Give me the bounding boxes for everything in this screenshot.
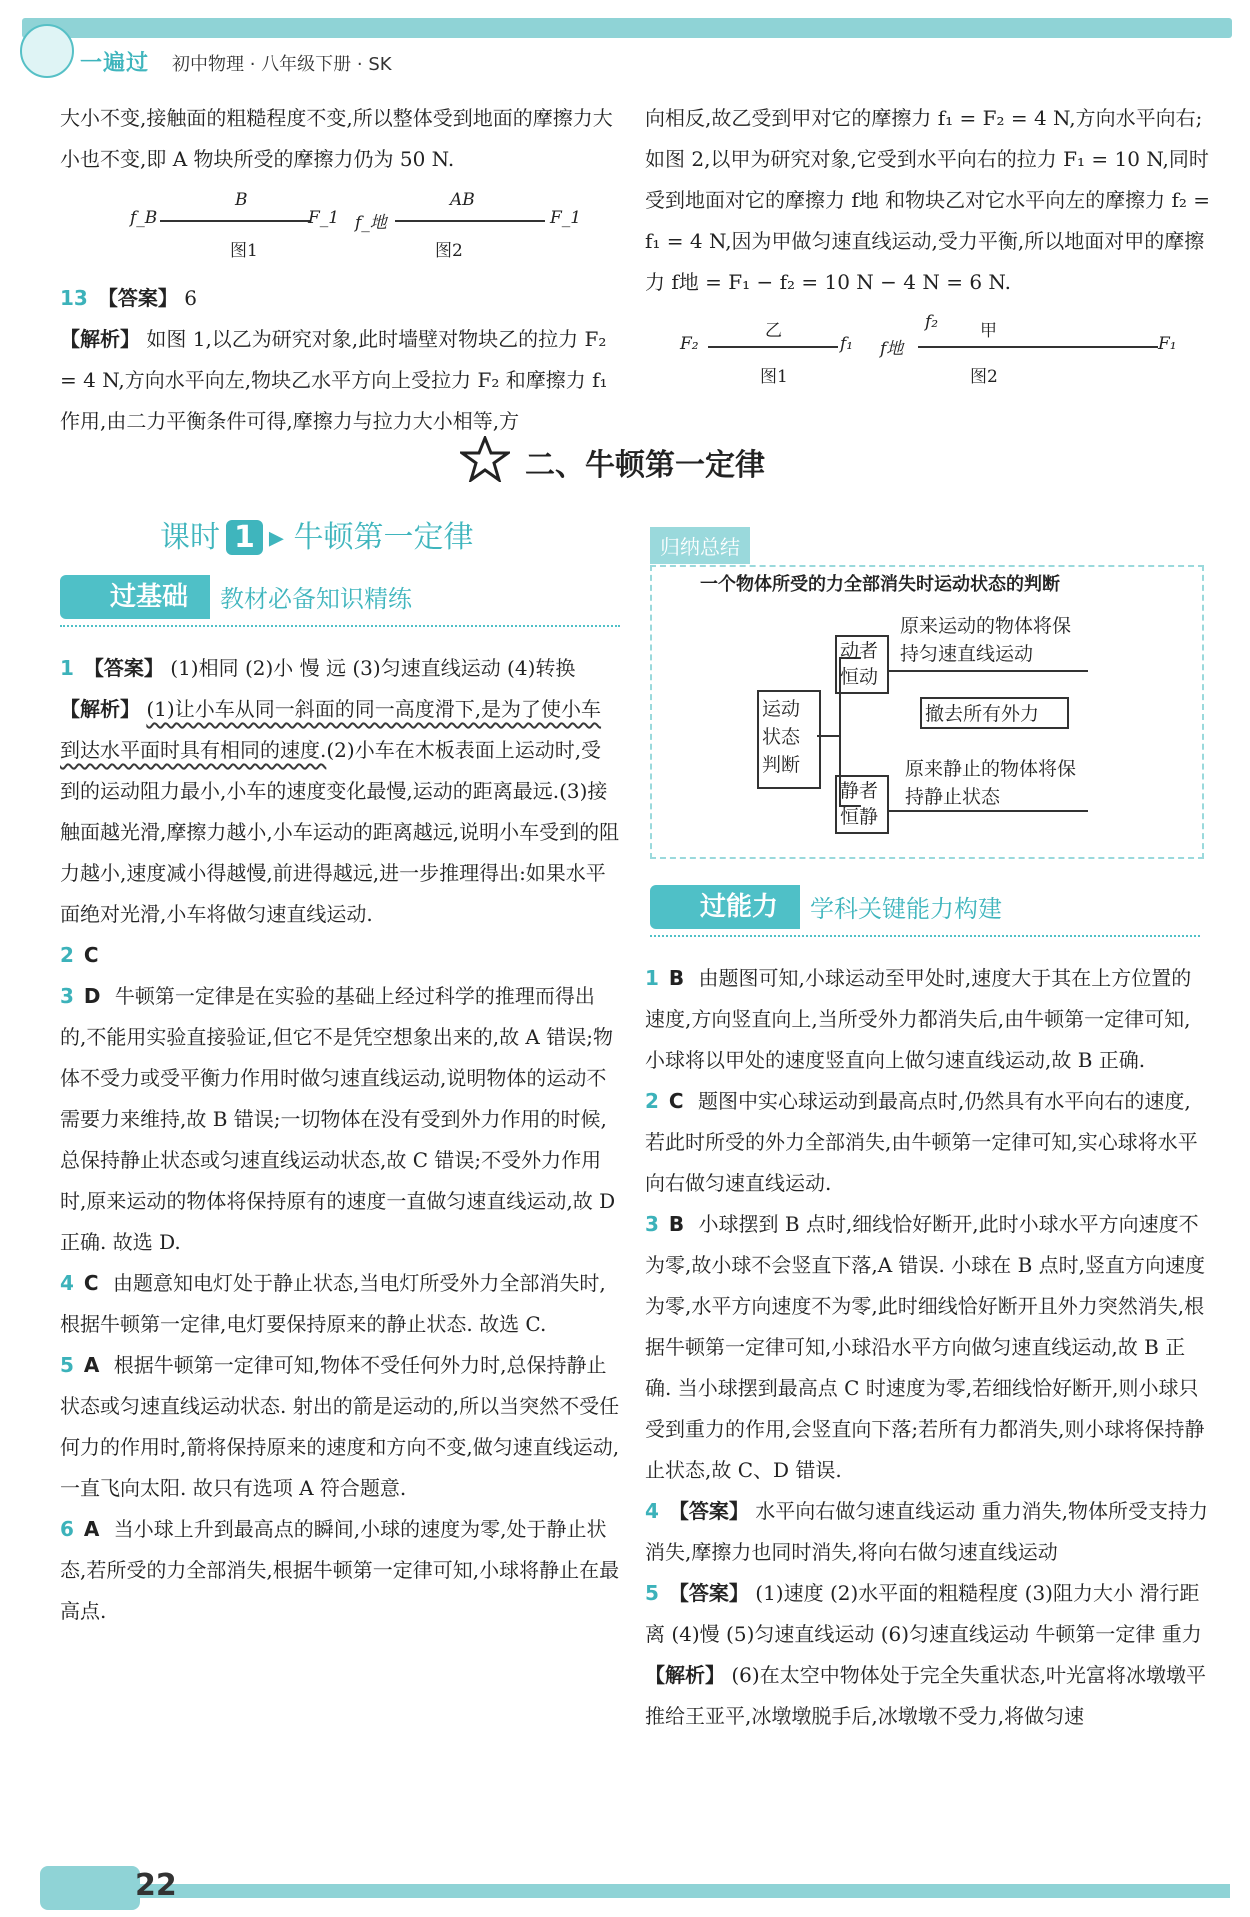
question-number: 1 [645, 966, 659, 990]
answer-value: (1)相同 (2)小 慢 远 (3)匀速直线运动 (4)转换 [170, 656, 576, 680]
right-fig2 [880, 312, 1180, 387]
question-number: 4 [60, 1271, 74, 1295]
mascot-logo-icon [20, 24, 74, 78]
fig-label: B [235, 190, 248, 210]
fig-caption: 图2 [970, 367, 998, 387]
fig-label: f地 [880, 339, 904, 359]
banner-subtitle: 学科关键能力构建 [810, 895, 1002, 923]
question-number: 13 [60, 286, 88, 310]
banner-basics [60, 575, 620, 619]
banner-divider [650, 935, 1200, 939]
left-questions [60, 648, 620, 1632]
analysis-label: 【解析】 [645, 1663, 725, 1687]
question-number: 1 [60, 656, 74, 680]
banner-ability [650, 885, 1210, 929]
ability-question-5 [645, 1573, 1210, 1655]
analysis-text: (6)在太空中物体处于完全失重状态,叶光富将冰墩墩平推给王亚平,冰墩墩脱手后,冰墩墩不受力,将做匀速 [645, 1663, 1207, 1728]
analysis-text: 牛顿第一定律是在实验的基础上经过科学的推理而得出的,不能用实验直接验证,但它不是凭空想象出来的,故 A 错误;物体不受力或受平衡力作用时做匀速直线运动,说明物体的运动不需要力来维持,故 B 错误;一切物体在没有受到外力作用的时候,总保持静止状态或匀速直线运动状态,故 C 错误;不受外力作用时,原来运动的物体将保持原有的速度一直做匀速直线运动,故 D 正确. 故选 D. [60, 984, 616, 1254]
question-13 [60, 278, 620, 442]
answer-value: B [668, 1212, 685, 1236]
chapter-title: 二、牛顿第一定律 [525, 448, 765, 483]
analysis-text: 根据牛顿第一定律可知,物体不受任何外力时,总保持静止状态或匀速直线运动状态. 射出的箭是运动的,所以当突然不受任何力的作用时,箭将保持原来的速度和方向不变,做匀速直线运动,一直飞向太阳. 故只有选项 A 符合题意. [60, 1353, 620, 1500]
fig-caption: 图1 [760, 367, 788, 387]
answer-value: C [668, 1089, 684, 1113]
analysis-text: (2)小车在木板表面上运动时,受到的运动阻力最小,小车的速度变化最慢,运动的距离最远.(3)接触面越光滑,摩擦力越小,小车运动的距离越远,说明小车受到的阻力越小,速度减小得越慢,前进得越远,进一步推理得出:如果水平面绝对光滑,小车将做匀速直线运动. [60, 738, 620, 926]
ability-question-3 [645, 1204, 1210, 1491]
summary-tag: 归纳总结 [650, 527, 750, 564]
fig-label: F₁ [1158, 334, 1177, 354]
analysis-text: 小球摆到 B 点时,细线恰好断开,此时小球水平方向速度不为零,故小球不会竖直下落,A 错误. 小球在 B 点时,竖直方向速度为零,水平方向速度不为零,此时细线恰好断开且外力突然消失,根据牛顿第一定律可知,小球沿水平方向做匀速直线运动,故 B 正确. 当小球摆到最高点 C 时速度为零,若细线恰好断开,则小球只受到重力的作用,会竖直向下落;若所有力都消失,则小球将保持静止状态,故 C、D 错误. [645, 1212, 1205, 1482]
answer-value: 6 [184, 286, 197, 310]
branch-label-move: 动者恒动 [840, 640, 879, 688]
question-number: 4 [645, 1499, 659, 1523]
question-number: 2 [645, 1089, 659, 1113]
left-fig2 [355, 190, 585, 261]
right-top-paragraph: 向相反,故乙受到甲对它的摩擦力 f₁ = F₂ = 4 N,方向水平向右;如图 2,以甲为研究对象,它受到水平向右的拉力 F₁ = 10 N,同时受到地面对它的摩擦力 f地 和物块乙对它水平向左的摩擦力 f₂ = f₁ = 4 N,因为甲做匀速直线运动,受力平衡,所以地面对甲的摩擦力 f地 = F₁ − f₂ = 10 N − 4 N = 6 N. [645, 106, 1211, 294]
answer-value: A [83, 1517, 100, 1541]
brand-name: 一遍过 [80, 51, 150, 76]
answer-value: 水平向右做匀速直线运动 重力消失,物体所受支持力消失,摩擦力也同时消失,将向右做匀速直线运动 [645, 1499, 1208, 1564]
question-2 [60, 935, 620, 976]
analysis-text: 当小球上升到最高点的瞬间,小球的速度为零,处于静止状态,若所受的力全部消失,根据牛顿第一定律可知,小球将静止在最高点. [60, 1517, 620, 1623]
still-result: 原来静止的物体将保持静止状态 [905, 758, 1077, 808]
banner-subtitle: 教材必备知识精练 [220, 585, 412, 613]
fig-label: F₂ [680, 334, 699, 354]
page-number: 22 [135, 1868, 177, 1903]
answer-value: A [83, 1353, 100, 1377]
fig-label: 乙 [765, 321, 782, 341]
lesson-prefix: 课时 [160, 520, 220, 555]
force-arrow-line [708, 346, 838, 348]
header-stripe [22, 18, 1232, 38]
ability-question-2 [645, 1081, 1210, 1204]
lesson-name: 牛顿第一定律 [293, 520, 474, 555]
branch-label-still: 静者恒静 [840, 780, 879, 828]
tree-line [888, 670, 1088, 672]
fig-label: f₂ [925, 312, 939, 332]
question-3 [60, 976, 620, 1263]
analysis-text: (1)让小车从同一斜面的同一高度滑下,是为了使小车到达水平面时具有相同的速度. [60, 697, 602, 762]
analysis-text: 如图 1,以乙为研究对象,此时墙壁对物块乙的拉力 F₂ = 4 N,方向水平向左,物块乙水平方向上受拉力 F₂ 和摩擦力 f₁ 作用,由二力平衡条件可得,摩擦力与拉力大小相等,方 [60, 327, 608, 433]
condition-label: 撤去所有外力 [925, 703, 1040, 725]
fig-label: f_B [130, 208, 158, 228]
question-number: 2 [60, 943, 74, 967]
fig-label: f_地 [355, 213, 387, 233]
answer-value: C [83, 943, 99, 967]
root-node-label: 运动状态判断 [762, 698, 801, 776]
fig-caption: 图2 [435, 241, 463, 261]
answer-value: C [83, 1271, 99, 1295]
analysis-label: 【解析】 [60, 697, 140, 721]
tree-line [817, 735, 839, 737]
analysis-text: 题图中实心球运动到最高点时,仍然具有水平向右的速度,若此时所受的外力全部消失,由牛顿第一定律可知,实心球将水平向右做匀速直线运动. [645, 1089, 1198, 1195]
analysis-label: 【解析】 [60, 327, 140, 351]
force-arrow-line [918, 346, 1158, 348]
fig-label: f₁ [840, 334, 854, 354]
answer-value: (1)速度 (2)水平面的粗糙程度 (3)阻力大小 滑行距离 (4)慢 (5)匀速直线运动 (6)匀速直线运动 牛顿第一定律 重力 [645, 1581, 1202, 1646]
lesson-title: 课时 1 ▸ 牛顿第一定律 [160, 520, 474, 555]
question-5 [60, 1345, 620, 1509]
summary-title: 一个物体所受的力全部消失时运动状态的判断 [700, 574, 1060, 595]
question-number: 5 [60, 1353, 74, 1377]
footer-stripe [60, 1884, 1230, 1898]
answer-value: D [83, 984, 101, 1008]
right-fig1 [680, 316, 860, 387]
question-6 [60, 1509, 620, 1632]
lesson-number: 1 [226, 520, 263, 555]
answer-label: 【答案】 [668, 1499, 749, 1523]
force-arrow-line [395, 220, 545, 222]
answer-label: 【答案】 [97, 286, 178, 310]
banner-label: 过基础 [60, 575, 210, 619]
question-number: 6 [60, 1517, 74, 1541]
banner-label: 过能力 [650, 885, 800, 929]
left-fig1 [130, 190, 340, 261]
ability-question-4 [645, 1491, 1210, 1573]
question-number: 5 [645, 1581, 659, 1605]
star-badge-icon [460, 436, 510, 482]
answer-label: 【答案】 [83, 656, 164, 680]
question-number: 3 [645, 1212, 659, 1236]
move-result: 原来运动的物体将保持匀速直线运动 [900, 615, 1072, 665]
mascot-footer-icon [40, 1866, 140, 1910]
fig-label: AB [450, 190, 475, 210]
tree-line [888, 810, 1088, 812]
ability-question-1 [645, 958, 1210, 1081]
answer-label: 【答案】 [668, 1581, 749, 1605]
analysis-text: 由题图可知,小球运动至甲处时,速度大于其在上方位置的速度,方向竖直向上,当所受外力都消失后,由牛顿第一定律可知,小球将以甲处的速度竖直向上做匀速直线运动,故 B 正确. [645, 966, 1192, 1072]
ability-question-5-analysis [645, 1655, 1210, 1737]
right-questions [645, 958, 1210, 1737]
left-top-paragraph: 大小不变,接触面的粗糙程度不变,所以整体受到地面的摩擦力大小也不变,即 A 物块所受的摩擦力仍为 50 N. [60, 106, 613, 171]
fig-label: F_1 [550, 208, 582, 228]
fig-caption: 图1 [230, 241, 258, 261]
banner-divider [60, 625, 620, 629]
question-1-analysis [60, 689, 620, 935]
question-1 [60, 648, 620, 689]
question-number: 3 [60, 984, 74, 1008]
force-arrow-line [160, 220, 310, 222]
fig-label: F_1 [308, 208, 340, 228]
fig-label: 甲 [980, 321, 997, 341]
analysis-text: 由题意知电灯处于静止状态,当电灯所受外力全部消失时,根据牛顿第一定律,电灯要保持原来的静止状态. 故选 C. [60, 1271, 606, 1336]
book-subject: 初中物理 · 八年级下册 · SK [172, 54, 392, 75]
answer-value: B [668, 966, 685, 990]
question-4 [60, 1263, 620, 1345]
